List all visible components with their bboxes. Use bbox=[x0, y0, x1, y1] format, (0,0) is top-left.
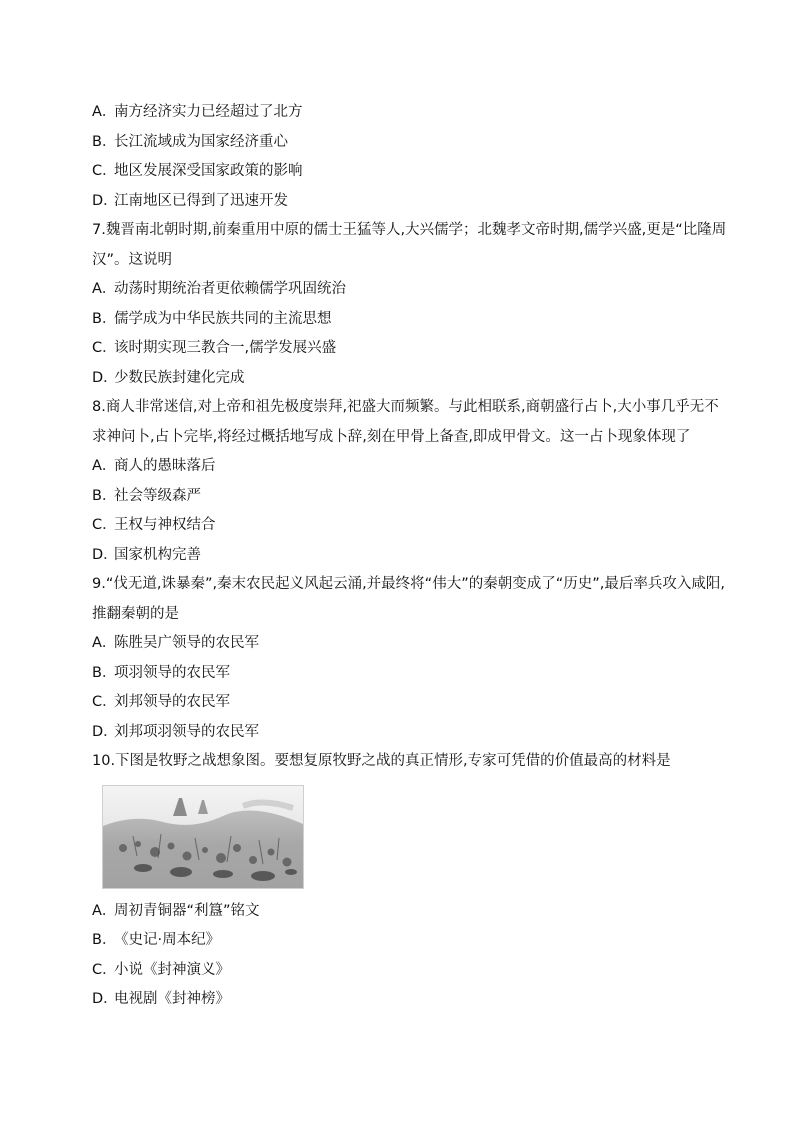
q7-stem-line1: 7.魏晋南北朝时期,前秦重用中原的儒士王猛等人,大兴儒学；北魏孝文帝时期,儒学兴盛,更是“比隆周 bbox=[92, 222, 727, 238]
q9-option-c: C．刘邦领导的农民军 bbox=[92, 694, 230, 710]
q10-option-d: D．电视剧《封神榜》 bbox=[92, 991, 230, 1007]
question-10 bbox=[92, 747, 712, 1015]
question-8 bbox=[92, 393, 719, 570]
q8-option-d: D．国家机构完善 bbox=[92, 546, 201, 563]
battle-scene-image bbox=[103, 786, 303, 888]
q10-option-b: B．《史记·周本纪》 bbox=[92, 932, 221, 948]
q10-stem: 10.下图是牧野之战想象图。要想复原牧野之战的真正情形,专家可凭借的价值最高的材料是 bbox=[92, 753, 671, 769]
exam-page bbox=[92, 98, 727, 1015]
q7-option-c: C．该时期实现三教合一,儒学发展兴盛 bbox=[92, 340, 337, 356]
q6-options bbox=[92, 98, 712, 216]
q9-option-d: D．刘邦项羽领导的农民军 bbox=[92, 723, 259, 740]
q8-option-b: B．社会等级森严 bbox=[92, 487, 201, 504]
q7-option-d: D．少数民族封建化完成 bbox=[92, 369, 245, 386]
q8-stem-line1: 8.商人非常迷信,对上帝和祖先极度崇拜,祀盛大而频繁。与此相联系,商朝盛行占卜,大小事几乎无不 bbox=[92, 399, 719, 415]
q6-option-b: B．长江流域成为国家经济重心 bbox=[92, 133, 288, 150]
q10-option-c: C．小说《封神演义》 bbox=[92, 961, 230, 978]
q6-option-a: A．南方经济实力已经超过了北方 bbox=[92, 104, 303, 120]
q6-option-c: C．地区发展深受国家政策的影响 bbox=[92, 163, 303, 179]
question-7 bbox=[92, 216, 727, 393]
q7-stem-line2: 汉”。这说明 bbox=[92, 251, 173, 268]
q9-stem-line1: 9.“伐无道,诛暴秦”,秦末农民起义风起云涌,并最终将“伟大”的秦朝变成了“历史”,最后率兵攻入咸阳, bbox=[92, 576, 725, 592]
q10-option-a: A．周初青铜器“利簋”铭文 bbox=[92, 902, 260, 919]
question-9 bbox=[92, 570, 725, 747]
q6-option-d: D．江南地区已得到了迅速开发 bbox=[92, 192, 288, 209]
q8-option-a: A．商人的愚昧落后 bbox=[92, 458, 216, 474]
muye-battle-illustration bbox=[102, 785, 304, 889]
q9-stem-line2: 推翻秦朝的是 bbox=[92, 605, 179, 622]
q7-option-b: B．儒学成为中华民族共同的主流思想 bbox=[92, 310, 332, 327]
q8-option-c: C．王权与神权结合 bbox=[92, 517, 216, 533]
q9-option-a: A．陈胜吴广领导的农民军 bbox=[92, 635, 259, 651]
q9-option-b: B．项羽领导的农民军 bbox=[92, 664, 230, 681]
q7-option-a: A．动荡时期统治者更依赖儒学巩固统治 bbox=[92, 281, 346, 297]
q8-stem-line2: 求神问卜,占卜完毕,将经过概括地写成卜辞,刻在甲骨上备查,即成甲骨文。这一占卜现象体现了 bbox=[92, 428, 691, 445]
